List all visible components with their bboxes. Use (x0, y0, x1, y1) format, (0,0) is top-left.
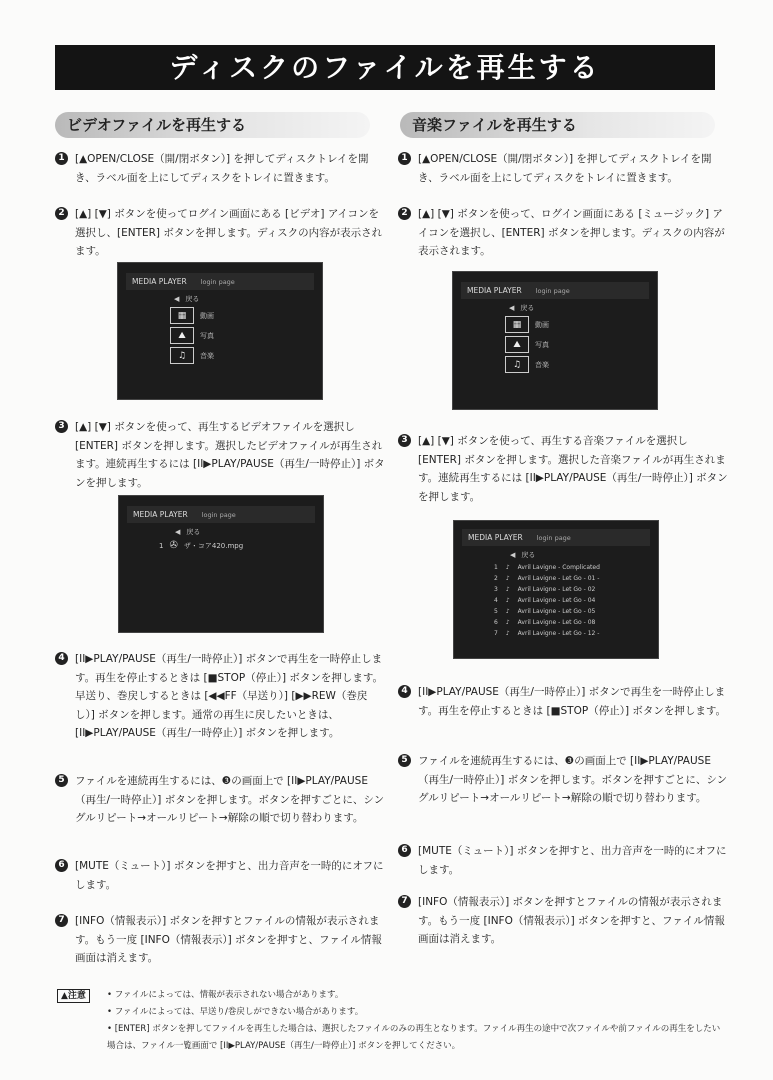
menu-item-music (170, 347, 322, 364)
note-icon: ♪ (505, 597, 510, 604)
track-number: 6 (494, 619, 498, 626)
back-row (175, 527, 323, 537)
music-icon: ♫ (505, 356, 529, 373)
step-text: [▲] [▼] ボタンを使って、ログイン画面にある [ミュージック] アイコンを選択し、[ENTER] ボタンを押します。ディスクの内容が表示されます。 (418, 208, 725, 257)
music-login-screen (452, 271, 658, 410)
caution-label: ▲注意 (57, 989, 90, 1003)
step-number: 2 (398, 207, 411, 220)
note-icon: ♪ (505, 608, 510, 615)
back-label: 戻る (520, 304, 535, 312)
step-number: 5 (55, 774, 68, 787)
track-number: 3 (494, 586, 498, 593)
note-icon: ♪ (505, 564, 510, 571)
menu-item-video (505, 316, 657, 333)
music-icon: ♫ (170, 347, 194, 364)
page-name: login page (200, 278, 235, 286)
file-row (159, 540, 323, 551)
item-label: 写真 (535, 340, 549, 349)
back-icon: ◀︎ (174, 295, 180, 303)
music-step-6 (398, 842, 728, 879)
item-label: 動画 (535, 320, 549, 329)
screen-header (462, 529, 650, 546)
step-number: 1 (398, 152, 411, 165)
step-text: [II▶PLAY/PAUSE（再生/一時停止）] ボタンで再生を一時停止します。再生を停止するときは [■STOP（停止）] ボタンを押します。早送り、巻戻しするときは [◀◀FF（早送り）] [▶▶REW（巻戻し）] ボタンを押します。通常の再生に戻したいときは、[II▶PLAY/PAUSE（再生/一時停止）] ボタンを押します。 (75, 653, 384, 739)
back-icon: ◀︎ (175, 528, 181, 536)
photo-icon: ⛰ (170, 327, 194, 344)
section-heading-music: 音楽ファイルを再生する (400, 112, 715, 138)
back-label: 戻る (186, 528, 201, 536)
step-text: [MUTE（ミュート）] ボタンを押すと、出力音声を一時的にオフにします。 (418, 845, 727, 876)
step-number: 6 (55, 859, 68, 872)
track-number: 1 (494, 564, 498, 571)
music-step-7 (398, 893, 728, 949)
note-icon: ♪ (505, 630, 510, 637)
step-text: [MUTE（ミュート）] ボタンを押すと、出力音声を一時的にオフにします。 (75, 860, 384, 891)
note-item: • [ENTER] ボタンを押してファイルを再生した場合は、選択したファイルのみの再生となります。ファイル再生の途中で次ファイルや前ファイルの再生をしたい場合は、ファイル一覧画面で [II▶PLAY/PAUSE（再生/一時停止）] ボタンを押してください。 (107, 1021, 727, 1055)
step-text: [INFO（情報表示）] ボタンを押すとファイルの情報が表示されます。もう一度 [INFO（情報表示）] ボタンを押すと、ファイル情報画面は消えます。 (418, 896, 725, 945)
video-step-3 (55, 418, 385, 492)
film-reel-icon: ✇ (169, 540, 178, 551)
app-name: MEDIA PLAYER (467, 286, 522, 295)
back-row (509, 303, 657, 313)
step-number: 6 (398, 844, 411, 857)
track-row (494, 619, 658, 626)
app-name: MEDIA PLAYER (132, 277, 187, 286)
music-step-5 (398, 752, 728, 808)
video-icon: ▦ (505, 316, 529, 333)
video-login-screen (117, 262, 323, 400)
screen-header (461, 282, 649, 299)
back-icon: ◀︎ (510, 551, 516, 559)
menu-item-photo (505, 336, 657, 353)
music-step-1 (398, 150, 728, 187)
note-icon: ♪ (505, 619, 510, 626)
track-title: Avril Lavigne - Let Go - 02 (517, 586, 596, 593)
music-file-screen (453, 520, 659, 659)
music-step-2 (398, 205, 728, 261)
note-icon: ♪ (505, 575, 510, 582)
track-title: Avril Lavigne - Let Go - 01 - (517, 575, 600, 582)
screen-header (126, 273, 314, 290)
step-text: ファイルを連続再生するには、❸の画面上で [II▶PLAY/PAUSE（再生/一時停止）] ボタンを押します。ボタンを押すごとに、シングルリピート→オールリピート→解除の順で切り替わります。 (418, 755, 728, 804)
step-number: 3 (398, 434, 411, 447)
note-icon: ♪ (505, 586, 510, 593)
screen-header (127, 506, 315, 523)
track-title: Avril Lavigne - Let Go - 12 - (517, 630, 600, 637)
video-step-7 (55, 912, 385, 968)
video-step-5 (55, 772, 385, 828)
page-name: login page (535, 287, 570, 295)
track-row (494, 575, 658, 582)
video-icon: ▦ (170, 307, 194, 324)
file-name: ザ・コア420.mpg (183, 541, 244, 550)
music-step-4 (398, 683, 728, 720)
caution-notes (57, 987, 727, 1055)
step-text: [INFO（情報表示）] ボタンを押すとファイルの情報が表示されます。もう一度 [INFO（情報表示）] ボタンを押すと、ファイル情報画面は消えます。 (75, 915, 382, 964)
video-file-screen (118, 495, 324, 633)
file-number: 1 (159, 541, 164, 550)
step-text: [▲OPEN/CLOSE（開/閉ボタン）] を押してディスクトレイを開き、ラベル面を上にしてディスクをトレイに置きます。 (418, 153, 712, 184)
photo-icon: ⛰ (505, 336, 529, 353)
track-number: 5 (494, 608, 498, 615)
step-text: [▲OPEN/CLOSE（開/閉ボタン）] を押してディスクトレイを開き、ラベル面を上にしてディスクをトレイに置きます。 (75, 153, 369, 184)
menu-item-music (505, 356, 657, 373)
track-number: 4 (494, 597, 498, 604)
menu-item-photo (170, 327, 322, 344)
track-row (494, 630, 658, 637)
step-text: [II▶PLAY/PAUSE（再生/一時停止）] ボタンで再生を一時停止します。再生を停止するときは [■STOP（停止）] ボタンを押します。 (418, 686, 727, 717)
section-heading-video: ビデオファイルを再生する (55, 112, 370, 138)
video-step-4 (55, 650, 385, 743)
video-step-1 (55, 150, 385, 187)
track-list (454, 564, 658, 637)
page-title: ディスクのファイルを再生する (55, 45, 715, 90)
back-icon: ◀︎ (509, 304, 515, 312)
track-title: Avril Lavigne - Let Go - 08 (517, 619, 596, 626)
item-label: 音楽 (535, 360, 549, 369)
note-item: • ファイルによっては、早送り/巻戻しができない場合があります。 (107, 1004, 727, 1021)
step-number: 7 (398, 895, 411, 908)
step-number: 2 (55, 207, 68, 220)
step-text: [▲] [▼] ボタンを使って、再生する音楽ファイルを選択し [ENTER] ボタンを押します。選択した音楽ファイルが再生されます。連続再生するには [II▶PLAY/PAUSE（再生/一時停止）] ボタンを押します。 (418, 435, 728, 503)
item-label: 音楽 (200, 351, 214, 360)
step-number: 7 (55, 914, 68, 927)
app-name: MEDIA PLAYER (468, 533, 523, 542)
step-number: 1 (55, 152, 68, 165)
app-name: MEDIA PLAYER (133, 510, 188, 519)
page-name: login page (536, 534, 571, 542)
step-number: 4 (55, 652, 68, 665)
track-row (494, 597, 658, 604)
step-number: 4 (398, 685, 411, 698)
menu-item-video (170, 307, 322, 324)
item-label: 写真 (200, 331, 214, 340)
step-number: 3 (55, 420, 68, 433)
track-title: Avril Lavigne - Let Go - 05 (517, 608, 596, 615)
track-title: Avril Lavigne - Complicated (517, 564, 600, 571)
track-number: 7 (494, 630, 498, 637)
step-text: [▲] [▼] ボタンを使ってログイン画面にある [ビデオ] アイコンを選択し、[ENTER] ボタンを押します。ディスクの内容が表示されます。 (75, 208, 383, 257)
item-label: 動画 (200, 311, 214, 320)
page-name: login page (201, 511, 236, 519)
back-row (510, 550, 658, 560)
back-label: 戻る (521, 551, 536, 559)
track-row (494, 564, 658, 571)
track-number: 2 (494, 575, 498, 582)
step-text: [▲] [▼] ボタンを使って、再生するビデオファイルを選択し [ENTER] ボタンを押します。選択したビデオファイルが再生されます。連続再生するには [II▶PLAY/PAUSE（再生/一時停止）] ボタンを押します。 (75, 421, 385, 489)
video-step-2 (55, 205, 385, 261)
step-number: 5 (398, 754, 411, 767)
video-step-6 (55, 857, 385, 894)
back-row (174, 294, 322, 304)
step-text: ファイルを連続再生するには、❸の画面上で [II▶PLAY/PAUSE（再生/一時停止）] ボタンを押します。ボタンを押すごとに、シングルリピート→オールリピート→解除の順で切り替わります。 (75, 775, 385, 824)
track-row (494, 586, 658, 593)
track-title: Avril Lavigne - Let Go - 04 (517, 597, 596, 604)
music-step-3 (398, 432, 728, 506)
track-row (494, 608, 658, 615)
note-item: • ファイルによっては、情報が表示されない場合があります。 (107, 987, 727, 1004)
back-label: 戻る (185, 295, 200, 303)
